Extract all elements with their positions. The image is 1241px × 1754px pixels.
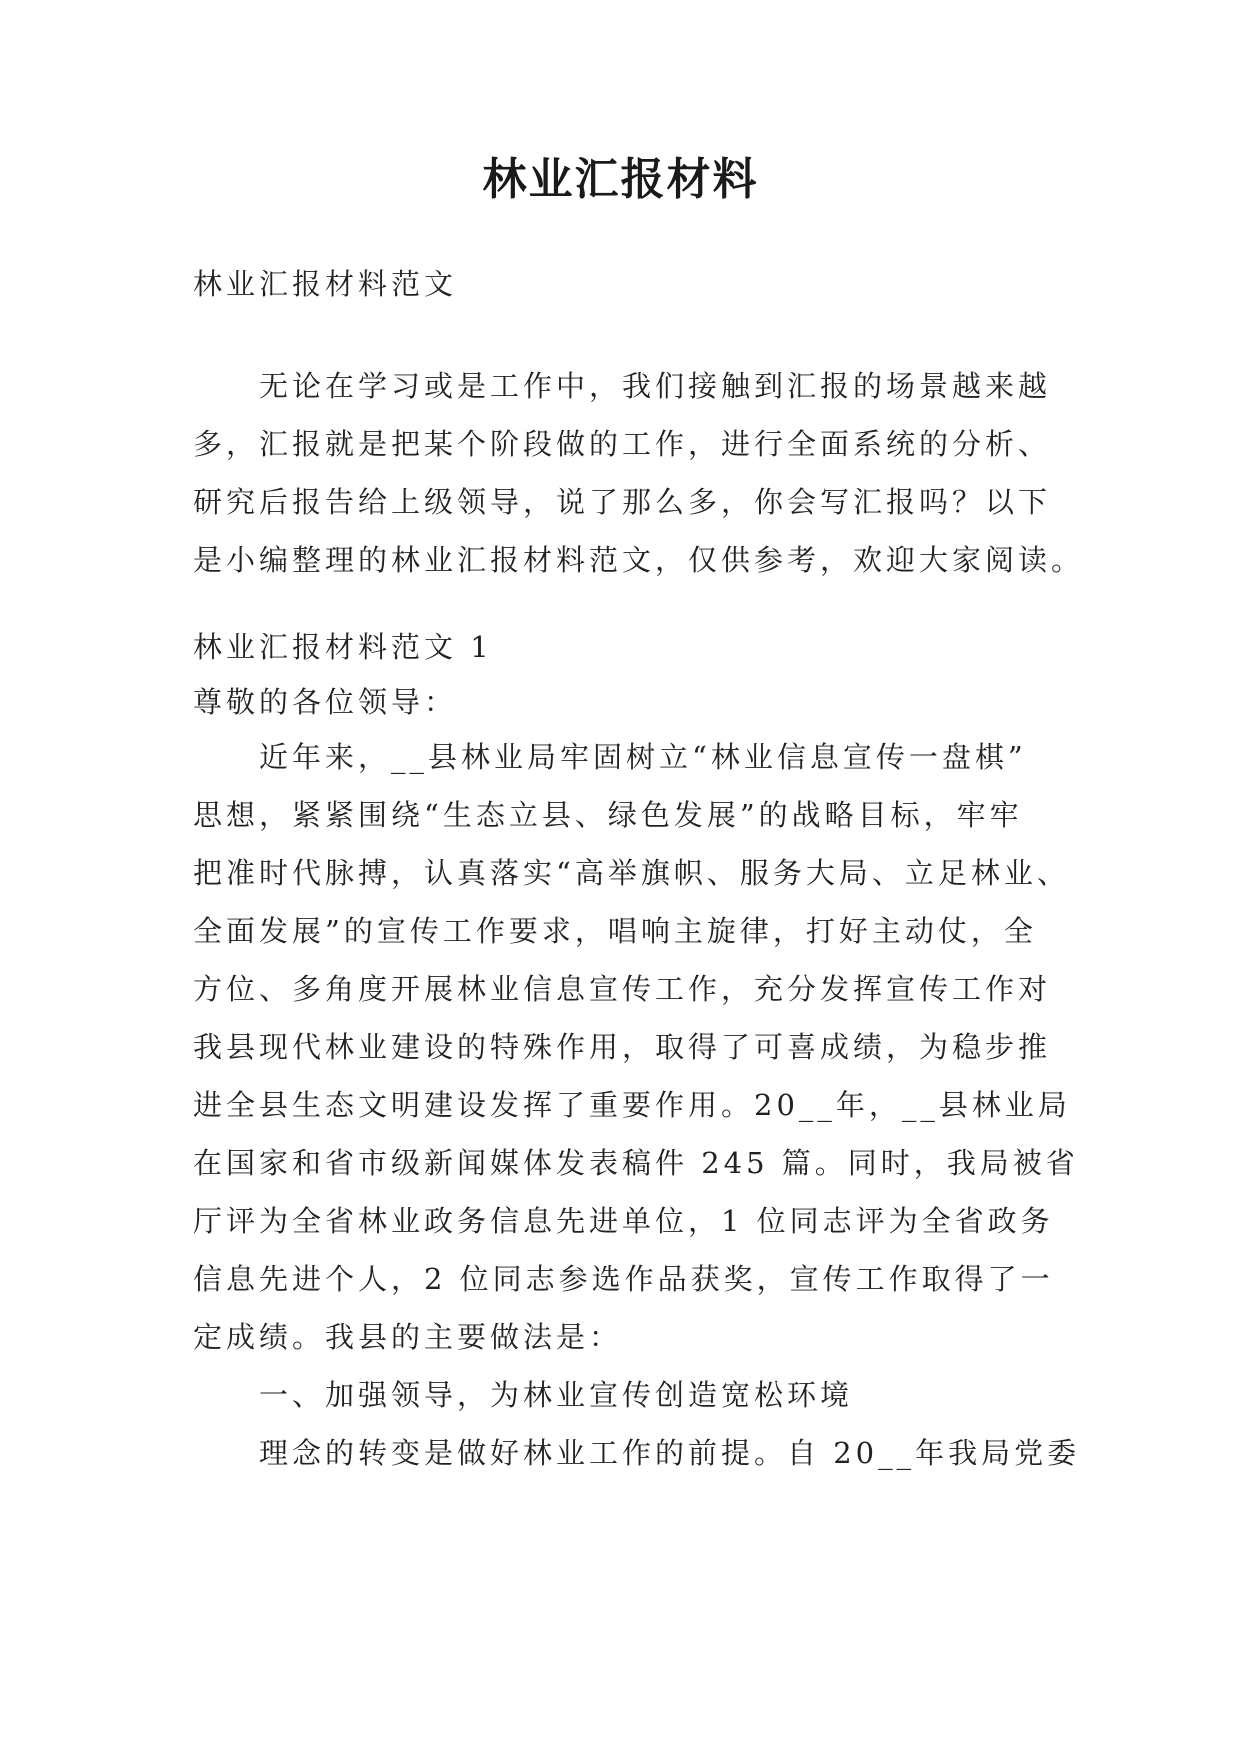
intro-line: 研究后报告给上级领导，说了那么多，你会写汇报吗？以下 <box>193 485 1052 519</box>
body-line: 定成绩。我县的主要做法是： <box>193 1320 623 1354</box>
body-line: 信息先进个人，2 位同志参选作品获奖，宣传工作取得了一 <box>193 1262 1054 1296</box>
intro-line: 多，汇报就是把某个阶段做的工作，进行全面系统的分析、 <box>193 427 1052 461</box>
intro-line: 无论在学习或是工作中，我们接触到汇报的场景越来越 <box>193 369 1052 403</box>
intro-line: 是小编整理的林业汇报材料范文，仅供参考，欢迎大家阅读。 <box>193 543 1085 577</box>
body-line: 方位、多角度开展林业信息宣传工作，充分发挥宣传工作对 <box>193 972 1052 1006</box>
document-subtitle: 林业汇报材料范文 <box>193 267 458 301</box>
body-line: 把准时代脉搏，认真落实“高举旗帜、服务大局、立足林业、 <box>193 856 1070 890</box>
section-title-line: 一、加强领导，为林业宣传创造宽松环境 <box>193 1378 854 1412</box>
body-line: 在国家和省市级新闻媒体发表稿件 245 篇。同时，我局被省 <box>193 1146 1079 1180</box>
body-line: 思想，紧紧围绕“生态立县、绿色发展”的战略目标，牢牢 <box>193 798 1023 832</box>
section-heading: 林业汇报材料范文 1 <box>193 630 493 664</box>
body-line: 理念的转变是做好林业工作的前提。自 20__年我局党委 <box>193 1436 1081 1470</box>
body-line: 我县现代林业建设的特殊作用，取得了可喜成绩，为稳步推 <box>193 1030 1052 1064</box>
body-paragraph <box>193 728 1081 1482</box>
document-title: 林业汇报材料 <box>482 154 759 205</box>
salutation: 尊敬的各位领导： <box>193 685 458 719</box>
body-line: 进全县生态文明建设发挥了重要作用。20__年，__县林业局 <box>193 1088 1071 1122</box>
intro-paragraph <box>193 357 1085 589</box>
body-line: 近年来，__县林业局牢固树立“林业信息宣传一盘棋” <box>193 740 1027 774</box>
body-line: 全面发展”的宣传工作要求，唱响主旋律，打好主动仗，全 <box>193 914 1037 948</box>
body-line: 厅评为全省林业政务信息先进单位，1 位同志评为全省政务 <box>193 1204 1054 1238</box>
